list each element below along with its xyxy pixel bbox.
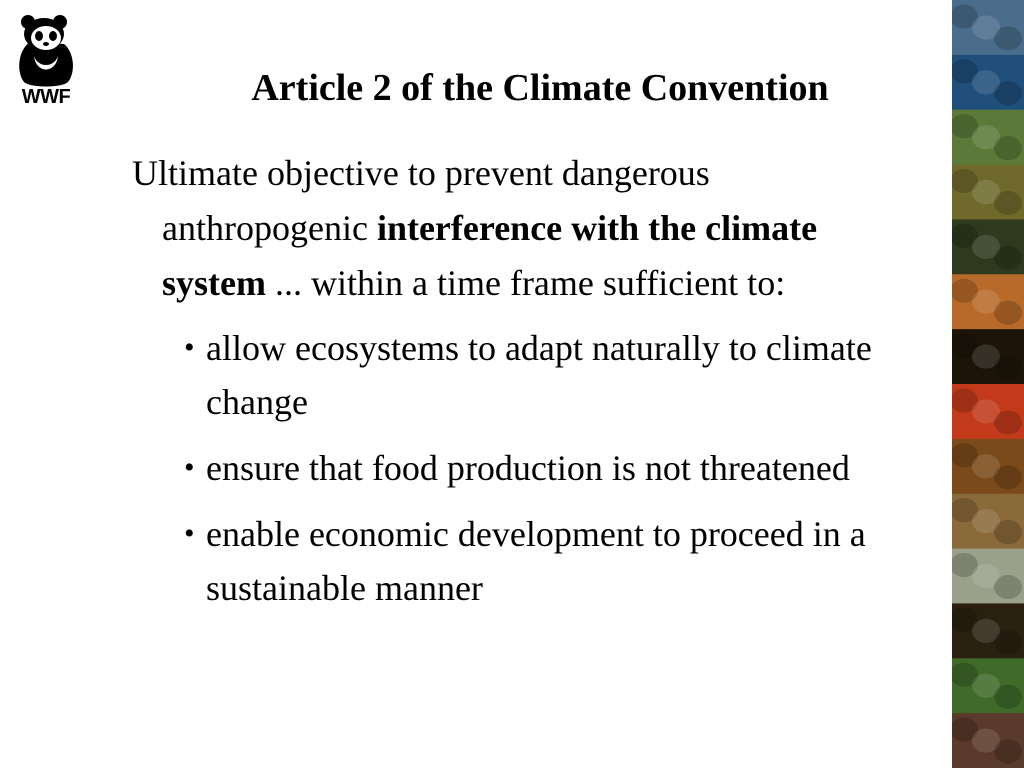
nature-strip-icon [952,0,1024,768]
strip-texture [994,81,1022,105]
wwf-logo [10,12,82,108]
strip-texture [994,355,1022,379]
strip-texture [994,410,1022,434]
bullet-icon: • [184,517,195,550]
strip-texture [994,685,1022,709]
strip-texture [994,630,1022,654]
slide-body [132,146,932,627]
strip-texture [994,575,1022,599]
strip-texture [994,301,1022,325]
panda-icon [10,12,82,88]
bullet-list [132,321,932,615]
lead-text-2: ... within a time frame sufficient to: [265,263,786,303]
lead-paragraph [132,146,922,311]
bullet-icon: • [184,451,195,484]
bullet-icon: • [184,331,195,364]
bullet-item [184,441,906,495]
lead-bold-text: interference with the climate system [162,208,818,303]
bullet-text: enable economic development to proceed in a sustainable manner [206,514,866,608]
bullet-item [184,321,906,429]
strip-texture [994,465,1022,489]
slide-title: Article 2 of the Climate Convention [251,67,829,109]
nature-photo-strip [952,0,1024,768]
strip-texture [994,520,1022,544]
bullet-item [184,507,906,615]
strip-texture [994,191,1022,215]
strip-texture [994,246,1022,270]
bullet-text: allow ecosystems to adapt naturally to climate change [206,328,872,422]
strip-texture [994,739,1022,763]
strip-texture [994,136,1022,160]
bullet-text: ensure that food production is not threatened [206,448,850,488]
lead-text-1: Ultimate objective to prevent dangerous anthropogenic [132,153,710,248]
strip-texture [994,26,1022,50]
wwf-logo-text: WWF [21,86,71,108]
